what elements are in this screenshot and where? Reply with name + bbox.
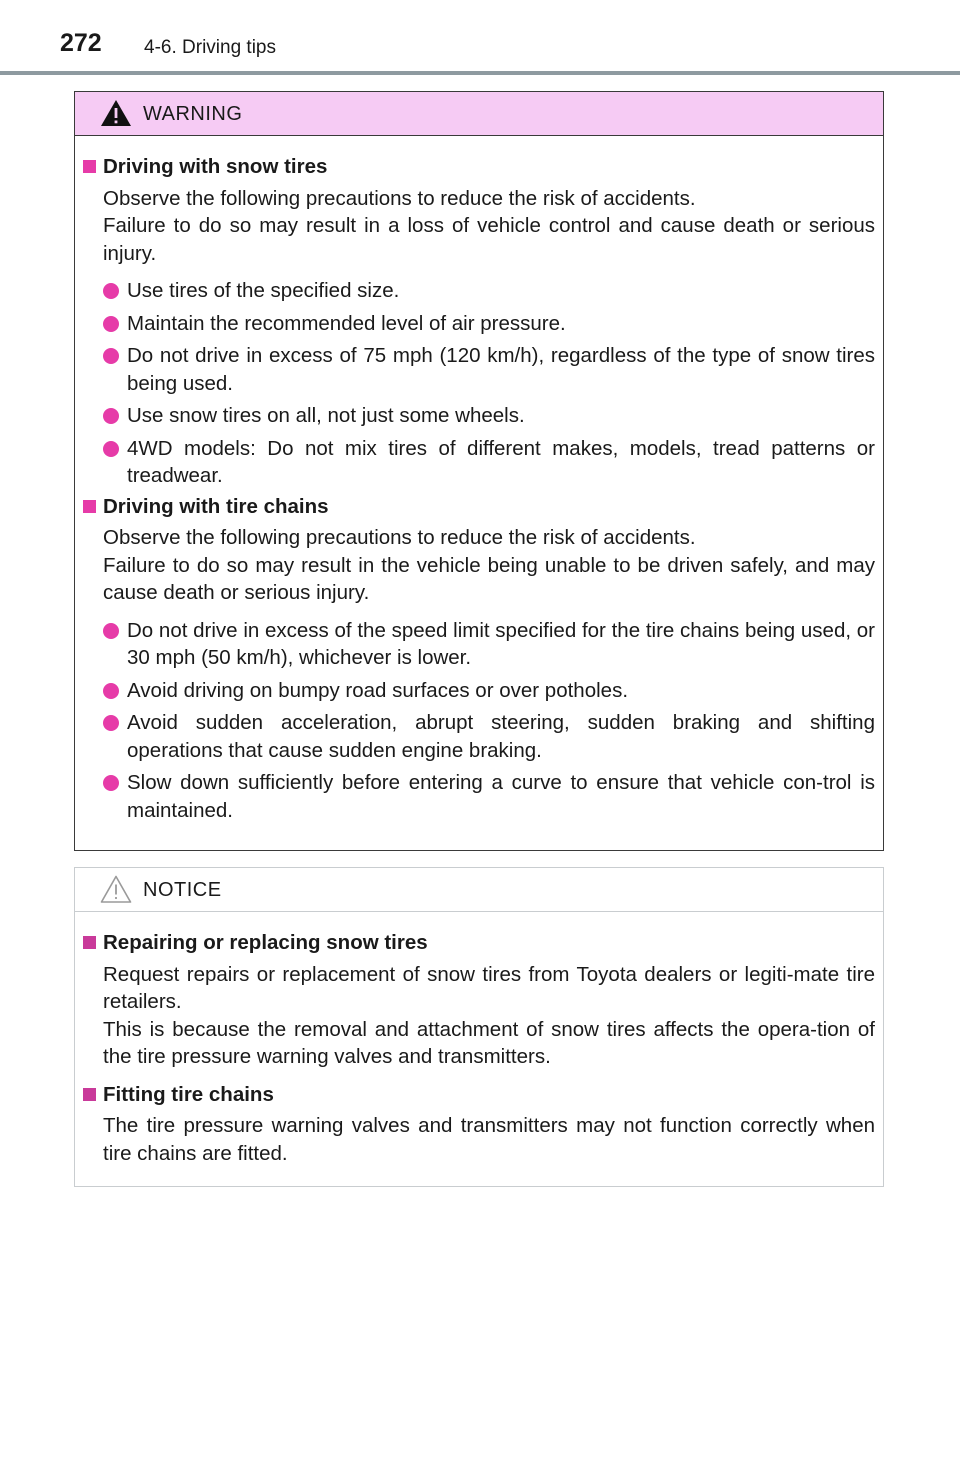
warning-label: WARNING <box>143 103 243 125</box>
notice-triangle-icon <box>99 874 133 904</box>
page-header <box>0 0 960 76</box>
subhead-title: Driving with snow tires <box>103 155 328 178</box>
warning-header <box>75 92 883 136</box>
list-item-text: Use snow tires on all, not just some wheels. <box>127 404 525 427</box>
list-item <box>81 310 875 338</box>
subhead-title: Driving with tire chains <box>103 494 329 518</box>
paragraph: Observe the following precautions to reduce the risk of accidents. <box>103 526 696 549</box>
bullet-dot-icon <box>103 775 119 791</box>
bullet-dot-icon <box>103 623 119 639</box>
square-marker-icon <box>83 936 96 949</box>
paragraph: Request repairs or replacement of snow tires from Toyota dealers or legiti-mate tire retailers. <box>103 962 875 1013</box>
list-item-text: Avoid sudden acceleration, abrupt steering, sudden braking and shifting operations that cause sudden engine braking. <box>127 711 875 762</box>
paragraph: Failure to do so may result in a loss of vehicle control and cause death or serious injury. <box>103 214 875 265</box>
paragraph: The tire pressure warning valves and transmitters may not function correctly when tire chains are fitted. <box>103 1114 875 1165</box>
header-rule <box>0 71 960 75</box>
list-item-text: Avoid driving on bumpy road surfaces or over potholes. <box>127 678 629 702</box>
warning-body <box>75 136 883 824</box>
list-item <box>81 277 875 305</box>
bullet-dot-icon <box>103 441 119 457</box>
list-item <box>81 435 875 490</box>
subhead-title: Repairing or replacing snow tires <box>103 931 428 954</box>
warning-box <box>74 91 884 851</box>
notice-header <box>75 868 883 912</box>
bullet-dot-icon <box>103 715 119 731</box>
subhead-snow-tires <box>81 153 875 181</box>
list-item <box>81 709 875 764</box>
list-item <box>81 342 875 397</box>
paragraph: Failure to do so may result in the vehicle being unable to be driven safely, and may cause death or serious injury. <box>103 553 875 604</box>
square-marker-icon <box>83 1088 96 1101</box>
bullet-dot-icon <box>103 283 119 299</box>
section-title: 4-6. Driving tips <box>144 37 276 58</box>
list-item-text: Use tires of the specified size. <box>127 279 400 302</box>
list-item-text: Slow down sufficiently before entering a curve to ensure that vehicle con-trol is maintained. <box>127 771 875 822</box>
list-item <box>81 677 875 705</box>
subhead-title: Fitting tire chains <box>103 1082 274 1106</box>
list-item <box>81 769 875 824</box>
subhead-repairing-snow-tires <box>81 929 875 957</box>
warning-triangle-icon <box>99 98 133 128</box>
bullet-dot-icon <box>103 348 119 364</box>
paragraph: Observe the following precautions to reduce the risk of accidents. <box>103 186 696 210</box>
list-item-text: Maintain the recommended level of air pressure. <box>127 311 566 335</box>
list-item-text: 4WD models: Do not mix tires of different makes, models, tread patterns or treadwear. <box>127 436 875 487</box>
list-item-text: Do not drive in excess of 75 mph (120 km/h), regardless of the type of snow tires being used. <box>127 344 875 395</box>
bullet-dot-icon <box>103 316 119 332</box>
square-marker-icon <box>83 160 96 173</box>
list-item-text: Do not drive in excess of the speed limit specified for the tire chains being used, or 30 mph (50 km/h), whichever is lower. <box>127 618 875 669</box>
page-number: 272 <box>60 29 102 57</box>
list-item <box>81 402 875 430</box>
paragraph: This is because the removal and attachment of snow tires affects the opera-tion of the tire pressure warning valves and transmitters. <box>103 1017 875 1068</box>
notice-body <box>75 912 883 1167</box>
square-marker-icon <box>83 500 96 513</box>
list-item <box>81 617 875 672</box>
bullet-dot-icon <box>103 683 119 699</box>
subhead-tire-chains <box>81 493 875 521</box>
notice-box <box>74 867 884 1187</box>
notice-label: NOTICE <box>143 879 222 901</box>
bullet-dot-icon <box>103 408 119 424</box>
subhead-fitting-tire-chains <box>81 1081 875 1109</box>
